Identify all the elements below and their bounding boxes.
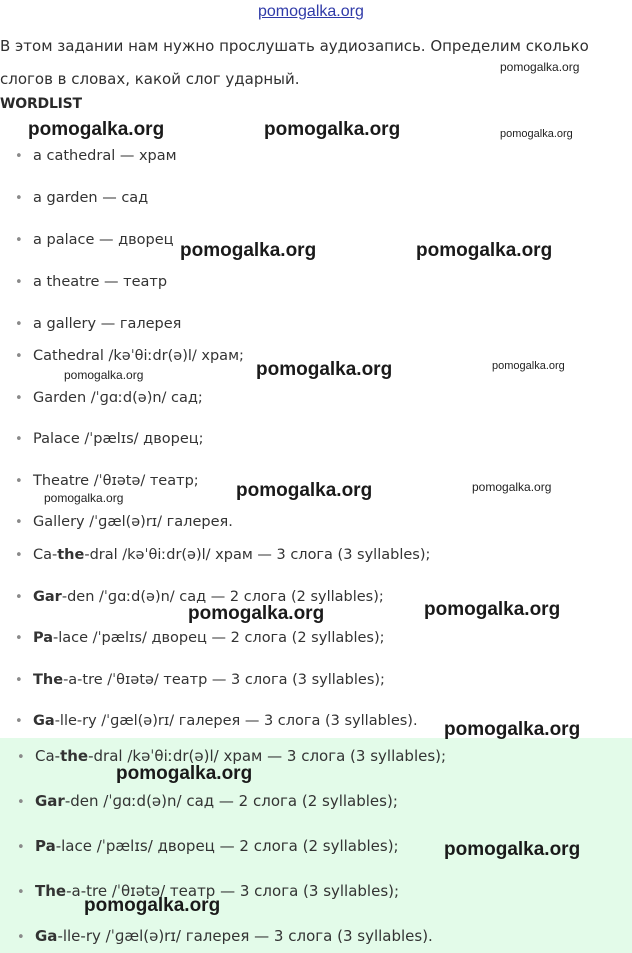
list-item [15, 514, 233, 530]
syllable-rest: -lle-ry /ˈɡæl(ə)rɪ/ галерея — 3 слога (3 syllables). [54, 713, 418, 729]
list-item [15, 630, 385, 646]
answer-item [17, 792, 398, 810]
bullet: • [15, 275, 23, 290]
watermark: pomogalka.org [492, 360, 565, 372]
watermark: pomogalka.org [472, 480, 552, 494]
syllable-rest: -dral /kəˈθiːdr(ə)l/ храм — 3 слога (3 syllables); [88, 747, 447, 765]
bullet: • [15, 317, 23, 332]
watermark: pomogalka.org [424, 599, 561, 620]
bullet: • [15, 590, 23, 605]
watermark: pomogalka.org [180, 240, 317, 261]
bullet: • [17, 885, 25, 900]
bullet: • [15, 432, 23, 447]
list-item [15, 274, 167, 290]
syllable-rest: -a-tre /ˈθɪətə/ театр — 3 слога (3 syllables); [66, 882, 400, 900]
list-item [15, 348, 244, 364]
stressed-syllable: The [33, 672, 64, 688]
bullet: • [17, 840, 25, 855]
intro-paragraph: В этом задании нам нужно прослушать аудиозапись. Определим сколько слогов в словах, какой слог ударный. [0, 37, 589, 88]
stressed-syllable: Ga [35, 927, 58, 945]
transcription-text: Cathedral /kəˈθiːdr(ə)l/ храм; [33, 348, 244, 364]
list-item [15, 232, 174, 248]
list-item [15, 316, 181, 332]
wordlist-heading: WORDLIST [0, 96, 82, 112]
bullet: • [15, 548, 23, 563]
list-item [15, 431, 204, 447]
bullet: • [17, 750, 25, 765]
syllable-rest: -den /ˈɡɑːd(ə)n/ сад — 2 слога (2 syllables); [64, 792, 398, 810]
bullet: • [15, 349, 23, 364]
stressed-syllable: the [57, 547, 85, 563]
list-item [15, 713, 418, 729]
watermark: pomogalka.org [444, 719, 581, 740]
bullet: • [15, 714, 23, 729]
stressed-syllable: The [35, 882, 67, 900]
stressed-syllable: Pa [35, 837, 56, 855]
list-item [15, 473, 199, 489]
syllable-rest: -lace /ˈpælɪs/ дворец — 2 слога (2 syllables); [55, 837, 399, 855]
transcription-text: Gallery /ˈɡæl(ə)rɪ/ галерея. [33, 514, 233, 530]
bullet: • [15, 233, 23, 248]
stressed-syllable: Gar [35, 792, 65, 810]
list-item [15, 190, 148, 206]
transcription-text: Garden /ˈɡɑːd(ə)n/ сад; [33, 390, 203, 406]
bullet: • [17, 795, 25, 810]
syllable-rest: -lace /ˈpælɪs/ дворец — 2 слога (2 syllables); [53, 630, 385, 646]
watermark: pomogalka.org [28, 119, 165, 140]
watermark: pomogalka.org [188, 603, 325, 624]
list-item [15, 547, 430, 563]
syllable-pre: Ca- [33, 547, 58, 563]
watermark: pomogalka.org [264, 119, 401, 140]
bullet: • [15, 673, 23, 688]
bullet: • [15, 474, 23, 489]
syllable-rest: -den /ˈɡɑːd(ə)n/ сад — 2 слога (2 syllables); [61, 589, 384, 605]
watermark: pomogalka.org [236, 480, 373, 501]
translation-text: a cathedral — храм [33, 148, 177, 164]
list-item [15, 672, 385, 688]
answer-item [17, 927, 433, 945]
watermark: pomogalka.org [64, 368, 144, 382]
site-link[interactable]: pomogalka.org [258, 3, 364, 20]
watermark: pomogalka.org [256, 359, 393, 380]
bullet: • [15, 515, 23, 530]
list-item [15, 390, 203, 406]
watermark: pomogalka.org [84, 895, 221, 916]
watermark: pomogalka.org [416, 240, 553, 261]
list-item [15, 148, 177, 164]
watermark: pomogalka.org [444, 839, 581, 860]
translation-text: a theatre — театр [33, 274, 168, 290]
watermark: pomogalka.org [500, 60, 580, 74]
bullet: • [15, 631, 23, 646]
stressed-syllable: Ga [33, 713, 55, 729]
watermark: pomogalka.org [500, 128, 573, 140]
translation-text: a palace — дворец [33, 232, 174, 248]
stressed-syllable: Pa [33, 630, 54, 646]
stressed-syllable: the [60, 747, 89, 765]
translation-text: a garden — сад [33, 190, 149, 206]
transcription-text: Palace /ˈpælɪs/ дворец; [33, 431, 204, 447]
answer-item [17, 837, 399, 855]
watermark: pomogalka.org [116, 763, 253, 784]
stressed-syllable: Gar [33, 589, 62, 605]
bullet: • [15, 391, 23, 406]
syllable-pre: Ca- [35, 747, 61, 765]
transcription-text: Theatre /ˈθɪətə/ театр; [33, 473, 199, 489]
syllable-rest: -a-tre /ˈθɪətə/ театр — 3 слога (3 syllables); [63, 672, 385, 688]
bullet: • [15, 149, 23, 164]
bullet: • [15, 191, 23, 206]
bullet: • [17, 930, 25, 945]
syllable-rest: -lle-ry /ˈɡæl(ə)rɪ/ галерея — 3 слога (3 syllables). [57, 927, 433, 945]
watermark: pomogalka.org [44, 491, 124, 505]
syllable-rest: -dral /kəˈθiːdr(ə)l/ храм — 3 слога (3 syllables); [84, 547, 431, 563]
translation-text: a gallery — галерея [33, 316, 182, 332]
